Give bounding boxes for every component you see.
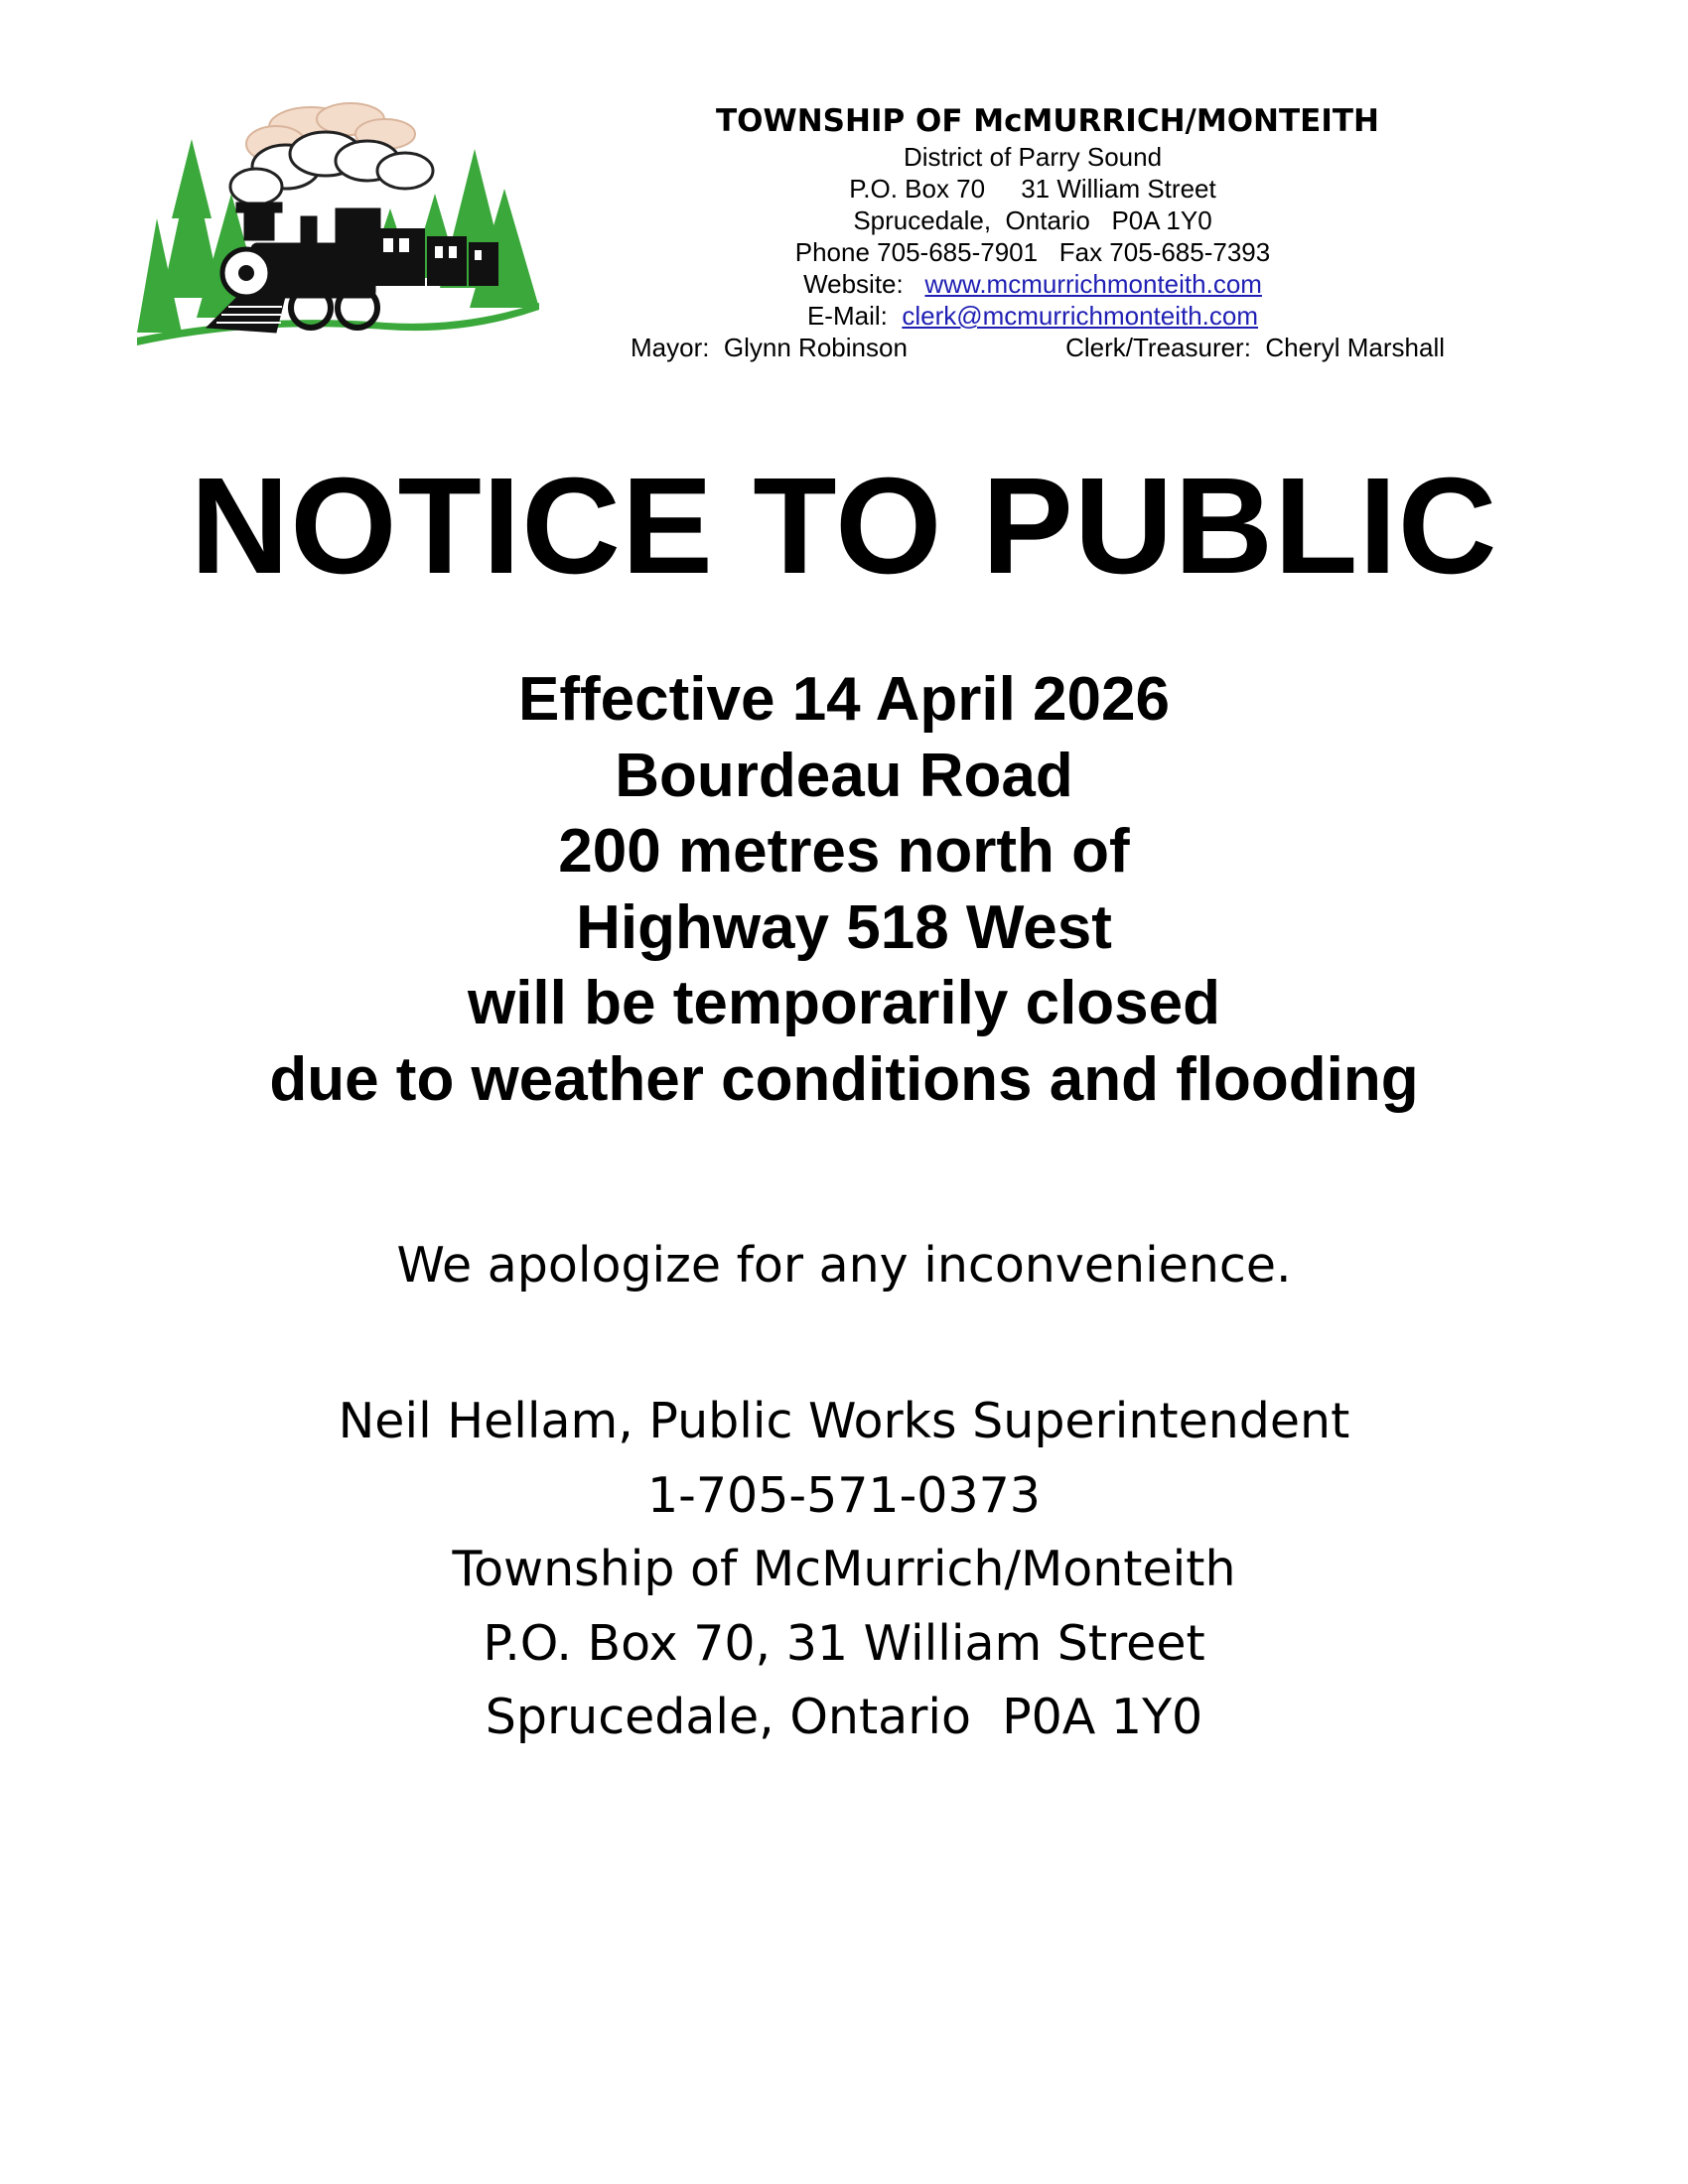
contact-name-title: Neil Hellam, Public Works Superintendent: [338, 1393, 1350, 1449]
notice-line-closure: will be temporarily closed: [467, 969, 1221, 1037]
notice-line-highway: Highway 518 West: [576, 892, 1112, 962]
notice-line-distance: 200 metres north of: [558, 817, 1130, 886]
closure-notice: [0, 662, 1688, 1118]
organization-name: TOWNSHIP OF McMURRICH/MONTEITH: [716, 103, 1379, 139]
contact-block: [0, 1385, 1688, 1755]
apology-text: We apologize for any inconvenience.: [396, 1237, 1292, 1294]
email-link[interactable]: clerk@mcmurrichmonteith.com: [902, 301, 1259, 331]
email-label: E-Mail:: [806, 301, 888, 331]
mailing-address: P.O. Box 70 31 William Street: [849, 174, 1216, 204]
page-title: NOTICE TO PUBLIC: [190, 450, 1498, 603]
phone-fax-line: Phone 705-685-7901 Fax 705-685-7393: [794, 237, 1271, 267]
district-line: District of Parry Sound: [903, 142, 1163, 172]
officials-line: [596, 332, 1470, 363]
contact-town-postal-code: Sprucedale, Ontario P0A 1Y0: [485, 1689, 1203, 1745]
notice-line-effective-date: Effective 14 April 2026: [518, 665, 1170, 734]
letterhead: [596, 101, 1470, 363]
town-postal-code: Sprucedale, Ontario P0A 1Y0: [853, 205, 1212, 235]
contact-organization: Township of McMurrich/Monteith: [452, 1541, 1236, 1597]
website-link[interactable]: www.mcmurrichmonteith.com: [924, 269, 1262, 299]
clerk-treasurer-name: Clerk/Treasurer: Cheryl Marshall: [1065, 333, 1445, 362]
website-label: Website:: [803, 269, 904, 299]
notice-line-road: Bourdeau Road: [615, 741, 1073, 810]
contact-phone: 1-705-571-0373: [647, 1466, 1041, 1524]
steam-train-logo-icon: [137, 99, 544, 352]
email-line: [596, 300, 1470, 332]
contact-street-address: P.O. Box 70, 31 William Street: [483, 1614, 1205, 1672]
notice-line-reason: due to weather conditions and flooding: [269, 1044, 1419, 1114]
mayor-name: Mayor: Glynn Robinson: [631, 333, 908, 362]
website-line: [596, 268, 1470, 300]
